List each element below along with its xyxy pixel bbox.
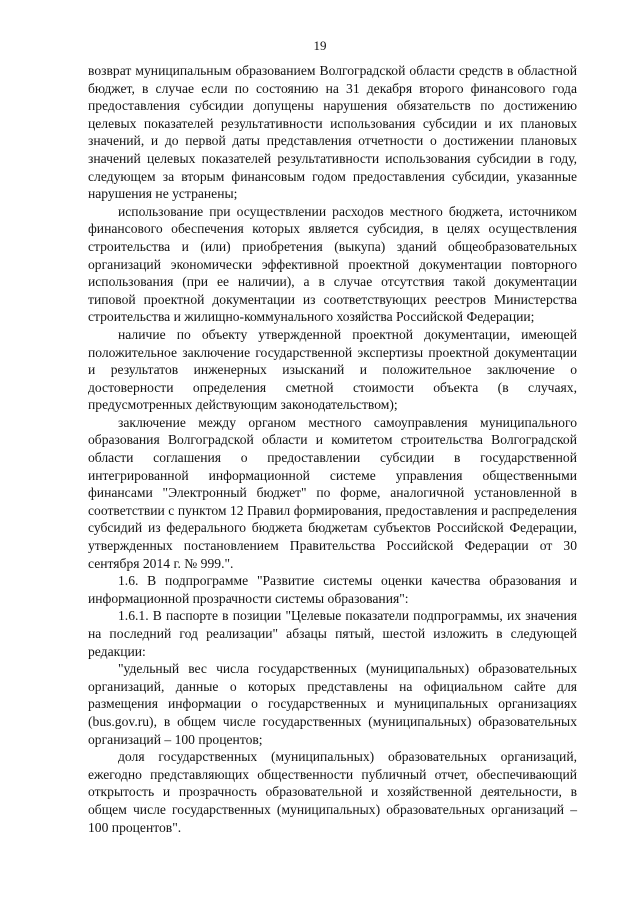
document-body (88, 62, 577, 836)
paragraph-subsidy-agreement: заключение между органом местного самоуправления муниципального образования Волгоградской области и комитетом строительства Волгоградской области соглашения о предоставлении субсидии в государственной интегрированной информационной системе управления общественными финансами "Электронный бюджет" по форме, аналогичной установленной в соответствии с пунктом 12 Правил формирования, предоставления и распределения субсидий из федерального бюджета бюджетам субъектов Российской Федерации, утвержденных постановлением Правительства Российской Федерации от 30 сентября 2014 г. № 999.". (88, 414, 577, 571)
paragraph-design-documentation-use: использование при осуществлении расходов местного бюджета, источником финансового обеспечения которых является субсидия, в целях осуществления строительства и (или) приобретения (выкупа) зданий общеобразовательных организаций экономически эффективной проектной документации повторного использования (при ее наличии), а в случае отсутствия такой документации типовой проектной документации из соответствующих реестров Министерства строительства и жилищно-коммунального хозяйства Российской Федерации; (88, 203, 577, 325)
paragraph-approved-project-documentation: наличие по объекту утвержденной проектной документации, имеющей положительное заключение государственной экспертизы проектной документации и результатов инженерных изысканий и положительное заключение о достоверности определения сметной стоимости объекта (в случаях, предусмотренных действующим законодательством); (88, 326, 577, 413)
paragraph-indicator-public-report: доля государственных (муниципальных) образовательных организаций, ежегодно представляющих общественности публичный отчет, обеспечивающий открытость и прозрачность образовательной и хозяйственной деятельности, в общем числе государственных (муниципальных) образовательных организаций – 100 процентов". (88, 749, 577, 835)
paragraph-indicator-share: "удельный вес числа государственных (муниципальных) образовательных организаций, данные о которых представлены на официальном сайте для размещения информации о государственных и муниципальных организациях (bus.gov.ru), в общем числе государственных (муниципальных) образовательных организаций – 100 процентов; (88, 661, 577, 747)
paragraph-refund-condition: возврат муниципальным образованием Волгоградской области средств в областной бюджет, в случае если по состоянию на 31 декабря второго финансового года предоставления субсидии допущены нарушения обязательств по достижению целевых показателей результативности использования субсидии и их плановых значений, и до первой даты представления отчетности о достижении плановых значений целевых показателей результативности использования субсидии в году, следующем за вторым финансовым годом предоставления субсидии, указанные нарушения не устранены; (88, 63, 577, 202)
page-number: 19 (313, 38, 327, 53)
paragraph-section-1-6: 1.6. В подпрограмме "Развитие системы оценки качества образования и информационной прозрачности системы образования": (88, 573, 577, 606)
paragraph-section-1-6-1: 1.6.1. В паспорте в позиции "Целевые показатели подпрограммы, их значения на последний год реализации" абзацы пятый, шестой изложить в следующей редакции: (88, 608, 577, 659)
